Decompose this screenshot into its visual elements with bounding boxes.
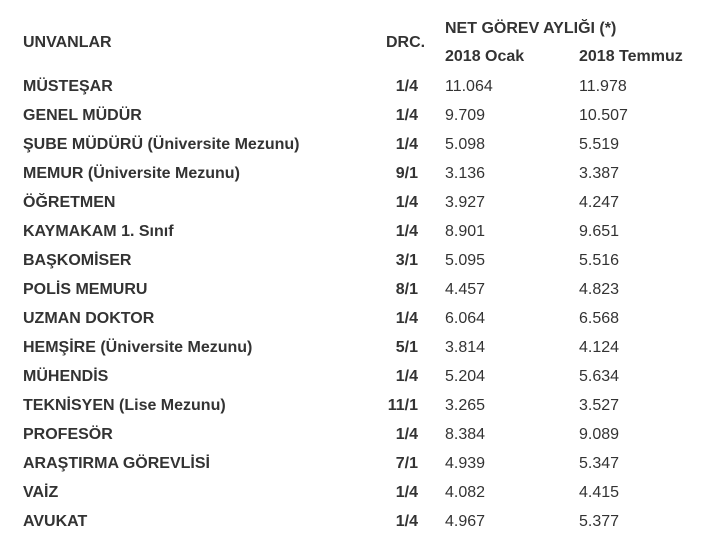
row-2018-ocak: 3.136	[445, 165, 486, 182]
header-net-gorev-ayligi: NET GÖREV AYLIĞI (*)	[445, 20, 617, 37]
row-2018-ocak: 5.095	[445, 252, 486, 269]
row-title: MÜHENDİS	[23, 368, 109, 385]
row-2018-ocak: 9.709	[445, 107, 486, 124]
row-drc: 1/4	[395, 368, 418, 385]
row-2018-temmuz: 11.978	[579, 78, 627, 95]
row-2018-temmuz: 6.568	[579, 310, 620, 327]
row-2018-ocak: 4.967	[445, 513, 486, 530]
row-2018-ocak: 3.814	[445, 339, 486, 356]
table-row	[0, 251, 701, 271]
row-title: VAİZ	[23, 484, 59, 501]
table-row	[0, 309, 701, 329]
row-drc: 1/4	[395, 107, 418, 124]
row-drc: 1/4	[395, 484, 418, 501]
header-2018-temmuz: 2018 Temmuz	[579, 48, 683, 65]
row-2018-temmuz: 5.377	[579, 513, 620, 530]
row-title: BAŞKOMİSER	[23, 252, 132, 269]
row-title: ŞUBE MÜDÜRÜ (Üniversite Mezunu)	[23, 136, 300, 153]
table-row	[0, 338, 701, 358]
row-title: TEKNİSYEN (Lise Mezunu)	[23, 397, 226, 414]
row-title: POLİS MEMURU	[23, 281, 148, 298]
row-2018-ocak: 5.204	[445, 368, 486, 385]
row-2018-temmuz: 4.124	[579, 339, 620, 356]
row-2018-temmuz: 5.519	[579, 136, 620, 153]
row-drc: 3/1	[395, 252, 418, 269]
row-title: HEMŞİRE (Üniversite Mezunu)	[23, 339, 253, 356]
row-title: PROFESÖR	[23, 426, 113, 443]
row-2018-temmuz: 5.347	[579, 455, 620, 472]
table-row	[0, 396, 701, 416]
row-2018-temmuz: 4.415	[579, 484, 620, 501]
table-row	[0, 106, 701, 126]
row-drc: 1/4	[395, 78, 418, 95]
row-2018-ocak: 6.064	[445, 310, 486, 327]
row-2018-temmuz: 3.527	[579, 397, 620, 414]
row-title: AVUKAT	[23, 513, 88, 530]
row-drc: 7/1	[395, 455, 418, 472]
table-row	[0, 367, 701, 387]
table-row	[0, 222, 701, 242]
table-row	[0, 425, 701, 445]
row-2018-temmuz: 4.247	[579, 194, 620, 211]
row-title: ARAŞTIRMA GÖREVLİSİ	[23, 455, 210, 472]
row-2018-ocak: 8.384	[445, 426, 486, 443]
header-row-net-gorev	[0, 19, 701, 39]
row-drc: 8/1	[395, 281, 418, 298]
row-drc: 1/4	[395, 194, 418, 211]
row-2018-ocak: 4.939	[445, 455, 486, 472]
row-2018-ocak: 3.265	[445, 397, 486, 414]
header-drc: DRC.	[386, 34, 426, 51]
row-drc: 1/4	[395, 223, 418, 240]
table-row	[0, 77, 701, 97]
row-drc: 1/4	[395, 513, 418, 530]
row-2018-ocak: 11.064	[445, 78, 493, 95]
row-2018-ocak: 5.098	[445, 136, 486, 153]
row-2018-temmuz: 10.507	[579, 107, 628, 124]
row-2018-temmuz: 9.651	[579, 223, 620, 240]
table-row	[0, 280, 701, 300]
header-unvanlar: UNVANLAR	[23, 34, 112, 51]
row-2018-ocak: 8.901	[445, 223, 486, 240]
row-2018-temmuz: 5.634	[579, 368, 620, 385]
row-drc: 5/1	[395, 339, 418, 356]
row-title: GENEL MÜDÜR	[23, 107, 142, 124]
table-row	[0, 164, 701, 184]
header-2018-ocak: 2018 Ocak	[445, 48, 525, 65]
row-2018-ocak: 4.082	[445, 484, 486, 501]
row-title: ÖĞRETMEN	[23, 194, 116, 211]
row-drc: 1/4	[395, 136, 418, 153]
row-2018-ocak: 4.457	[445, 281, 486, 298]
header-row-periods	[0, 47, 701, 67]
row-title: UZMAN DOKTOR	[23, 310, 155, 327]
table-row	[0, 483, 701, 503]
row-2018-temmuz: 5.516	[579, 252, 620, 269]
table-row	[0, 135, 701, 155]
row-2018-temmuz: 4.823	[579, 281, 620, 298]
table-row	[0, 512, 701, 532]
row-drc: 9/1	[395, 165, 418, 182]
table-row	[0, 193, 701, 213]
row-drc: 11/1	[387, 397, 418, 414]
row-2018-ocak: 3.927	[445, 194, 486, 211]
row-title: MEMUR (Üniversite Mezunu)	[23, 165, 240, 182]
row-2018-temmuz: 3.387	[579, 165, 620, 182]
row-title: MÜSTEŞAR	[23, 78, 113, 95]
row-2018-temmuz: 9.089	[579, 426, 620, 443]
table-row	[0, 454, 701, 474]
row-drc: 1/4	[395, 426, 418, 443]
row-drc: 1/4	[395, 310, 418, 327]
row-title: KAYMAKAM 1. Sınıf	[23, 223, 174, 240]
